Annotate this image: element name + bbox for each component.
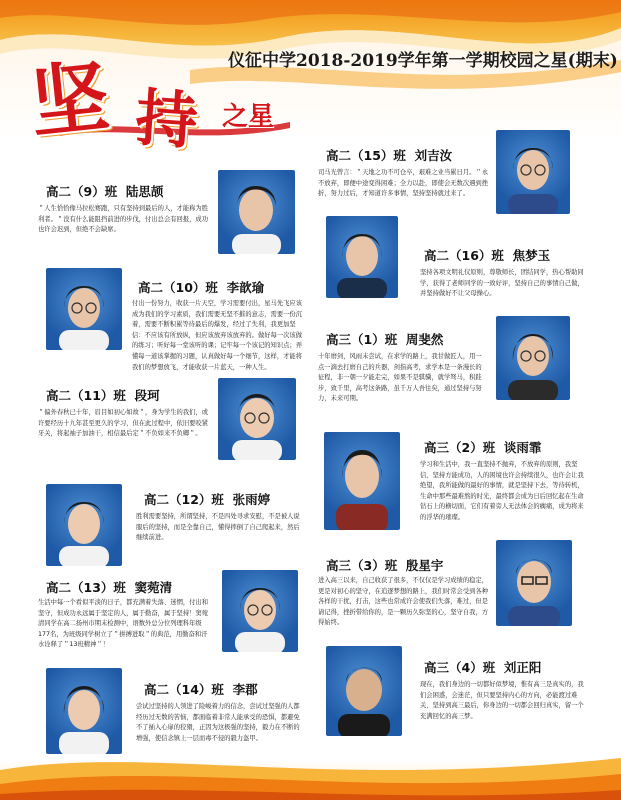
- title-big-char-1: 坚: [26, 51, 114, 150]
- student-photo: [46, 668, 122, 754]
- student-description: ＂人生恰恰像马拉松赛跑，只有坚持到最后的人，才能称为胜利者。＂没有什么能阻挡前进的步伐，付出总会有回报，成功也许会迟到，但绝不会缺席。: [38, 205, 209, 234]
- student-class-name: 高三（1）班 周斐然: [326, 332, 444, 347]
- student-description: 现在，我们身边的一切都好似梦境，惟有高三是真实的，我们会困惑，会迷茫，但只要坚持内心的方向，必能渡过难关，坚持到高三最后，你身边的一切都会回归真实，留一个充满回忆的高三梦。: [420, 681, 584, 720]
- student-photo: [496, 316, 570, 400]
- student-class-name: 高二（13）班 窦菀清: [46, 580, 173, 595]
- student-photo: [46, 484, 122, 566]
- student-class-name: 高二（14）班 李郡: [144, 682, 258, 697]
- student-class-name: 高二（15）班 刘吉汝: [326, 148, 453, 163]
- student-photo: [326, 646, 402, 736]
- student-photo: [324, 432, 400, 530]
- student-description: 学习和生活中，我一直坚持不抛弃，不放弃的原则，我坚信，坚持方能成功，人的困境也许会持续很久，也许会让我绝望，我所能做的最好的事情，就是坚持下去，等待转机，生命中那些最难熬的时光，最终都会成为日后回忆起在生命钻石上的横切面，它们有着旁人无法体会的瘸痛，成为将来的浮华的璀璨。: [420, 461, 584, 521]
- student-photo: [496, 130, 570, 214]
- student-photo: [496, 540, 572, 626]
- student-description: 胜利需要坚持，所谓坚持，不是四处寻求安慰，不是被人说服后的坚持，而是全靠自己，懂得摔倒了自己爬起来，然后继续前进。: [136, 513, 300, 542]
- student-class-name: 高二（10）班 李歆瑜: [138, 280, 265, 295]
- student-photo: [218, 170, 295, 254]
- student-class-name: 高二（11）班 段珂: [46, 388, 160, 403]
- student-description: ＂偏外春秋已十年，眉目如初心如故＂，身为学生的我们，或许要经历十九年甚至更久的学习，但在此过程中，依旧要咬紧牙关，将起袖子加油干，相信最后定＂不负如来不负卿＂。: [38, 409, 209, 438]
- student-photo: [46, 268, 122, 350]
- title-big-char-2: 持: [133, 80, 201, 159]
- student-description: 尝试过坚持的人领进了险峻着力的信念，尝试过坚强的人都经历过无数的苦恼，都面临着非常人能承受的恐惧，都避免不了插入心扉的狡猾，正因为这极强的坚持，毅力在不断的增强，使信念镇上一层而毒不侵的毅力盔甲。: [136, 703, 300, 742]
- student-description: 进入高三以来，自己收获了很多，不仅仅是学习成绩的稳定，更是对初心的坚守，在追逐梦想的路上，我们时常会受到各种各样的干扰，打击，这些也常成许会使我们失落，难过，但是请记得，挫折带给你的，是一颗历久弥坚的心，坚守自我，方得始终。: [318, 577, 489, 627]
- student-class-name: 高三（2）班 谈雨霏: [424, 440, 542, 455]
- student-photo: [222, 570, 298, 652]
- student-description: 生活中每一个看似平淡的日子，都充满着失落、迷惘，付出和坚守，但成功永远属于坚定的人，属于勤奋，属于坚持！窦菀清同学在高二扬州市期末检测中，语数外总分位列理科年级177名，为班级同学树立了＂拼搏进取＂的典范，用勤奋和汗水诠释了＂13班精神＂！: [38, 599, 209, 649]
- student-photo: [326, 216, 398, 298]
- student-class-name: 高三（3）班 殷星宇: [326, 558, 444, 573]
- student-class-name: 高二（16）班 焦梦玉: [424, 248, 551, 263]
- student-photo: [218, 378, 296, 460]
- student-class-name: 高二（9）班 陆思颉: [46, 184, 164, 199]
- student-description: 司马光曾言：＂天地之功不可仓卒，艰难之业当累日月。＂永不放弃，即便中途变得困难；全力以赴，即使会无数次遇到挫折，努力过后，才知道许多事情，坚持坚持就过来了。: [318, 169, 489, 198]
- student-class-name: 高二（12）班 张雨婷: [144, 492, 271, 507]
- title-subtitle: 之星: [222, 102, 275, 132]
- student-class-name: 高三（4）班 刘正阳: [424, 660, 542, 675]
- student-description: 坚持各项文明礼仪原则，尊敬师长，团结同学，热心帮助同学，获得了老师同学的一致好评，坚持自己的事情自己做，并坚持做好不让父母操心。: [420, 269, 584, 298]
- poster-header-title: 仪征中学2018-2019学年第一学期校园之星(期末): [228, 51, 618, 71]
- student-description: 十年磨剑，风雨未尝试，在求学的路上，我甘做匠人，用一点一滴去打磨自己的兵器，剑指高考，求学本是一条漫长的征程，非一朝一夕能走完，如果不是骐骥，就学驽马，积跬步，致千里，高考这条路，虽千万人吾往矣，通过坚持与努力，未来可期。: [318, 353, 482, 403]
- student-description: 付出一份努力，收获一片天空，学习需要付出，星马先飞应该成为我们的学习素质，我们需要无坚不摧的意志，需要一份沉着，需要不断积累等待最后的爆发，经过了失利，我更加坚信：不应该有所放纵，但应该放弃该放弃的。做好每一次该做的练习；听好每一堂该听的课；记牢每一个该记的知识点；弄懂每一道该掌握的习题，认真做好每一个细节，这样，才能将我们的梦想放飞，才能收获一片蓝天，一种人生。: [132, 300, 303, 371]
